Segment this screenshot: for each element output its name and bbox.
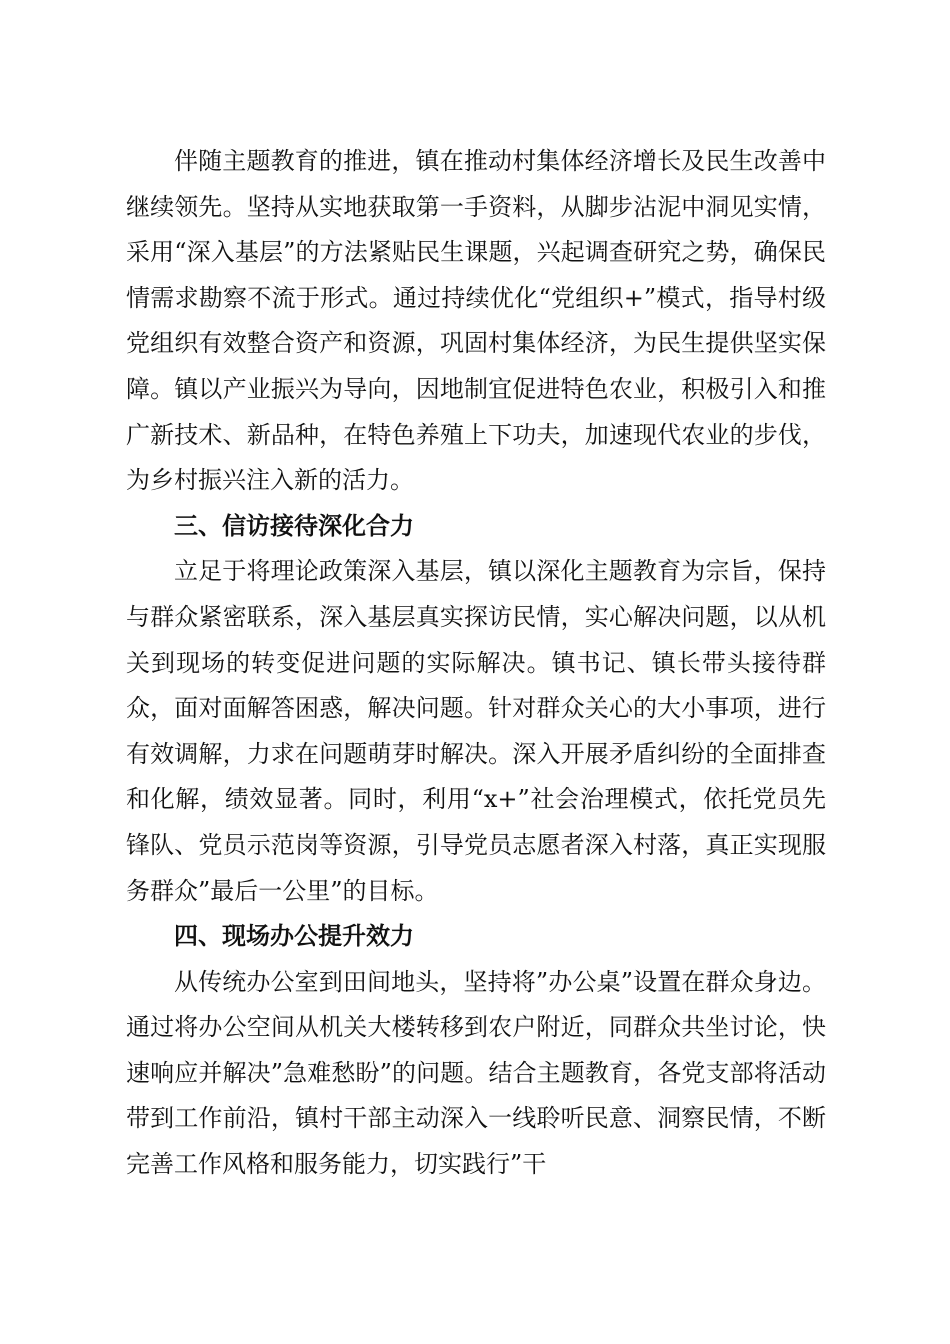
section-heading-onsite-office: 四、现场办公提升效力: [174, 922, 414, 951]
section-heading-petition: 三、信访接待深化合力: [174, 511, 414, 540]
body-paragraph-petition: 立足于将理论政策深入基层，镇以深化主题教育为宗旨，保持与群众紧密联系，深入基层真实探访民情，实心解决问题，以从机关到现场的转变促进问题的实际解决。镇书记、镇长带头接待群众，面对面解答困惑，解决问题。针对群众关心的大小事项，进行有效调解，力求在问题萌芽时解决。深入开展矛盾纠纷的全面排查和化解，绩效显著。同时，利用“x+”社会治理模式，依托党员先锋队、党员示范岗等资源，引导党员志愿者深入村落，真正实现服务群众”最后一公里”的目标。: [126, 557, 826, 905]
body-paragraph-economy: 伴随主题教育的推进，镇在推动村集体经济增长及民生改善中继续领先。坚持从实地获取第一手资料，从脚步沾泥中洞见实情，采用“深入基层”的方法紧贴民生课题，兴起调查研究之势，确保民情需求勘察不流于形式。通过持续优化“党组织+”模式，指导村级党组织有效整合资产和资源，巩固村集体经济，为民生提供坚实保障。镇以产业振兴为导向，因地制宜促进特色农业，积极引入和推广新技术、新品种，在特色养殖上下功夫，加速现代农业的步伐，为乡村振兴注入新的活力。: [126, 147, 826, 495]
body-paragraph-onsite-office: 从传统办公室到田间地头，坚持将”办公桌”设置在群众身边。通过将办公空间从机关大楼转移到农户附近，同群众共坐讨论，快速响应并解决”急难愁盼”的问题。结合主题教育，各党支部将活动带到工作前沿，镇村干部主动深入一线聆听民意、洞察民情，不断完善工作风格和服务能力，切实践行”干: [126, 967, 826, 1179]
document-body: [126, 139, 826, 1188]
